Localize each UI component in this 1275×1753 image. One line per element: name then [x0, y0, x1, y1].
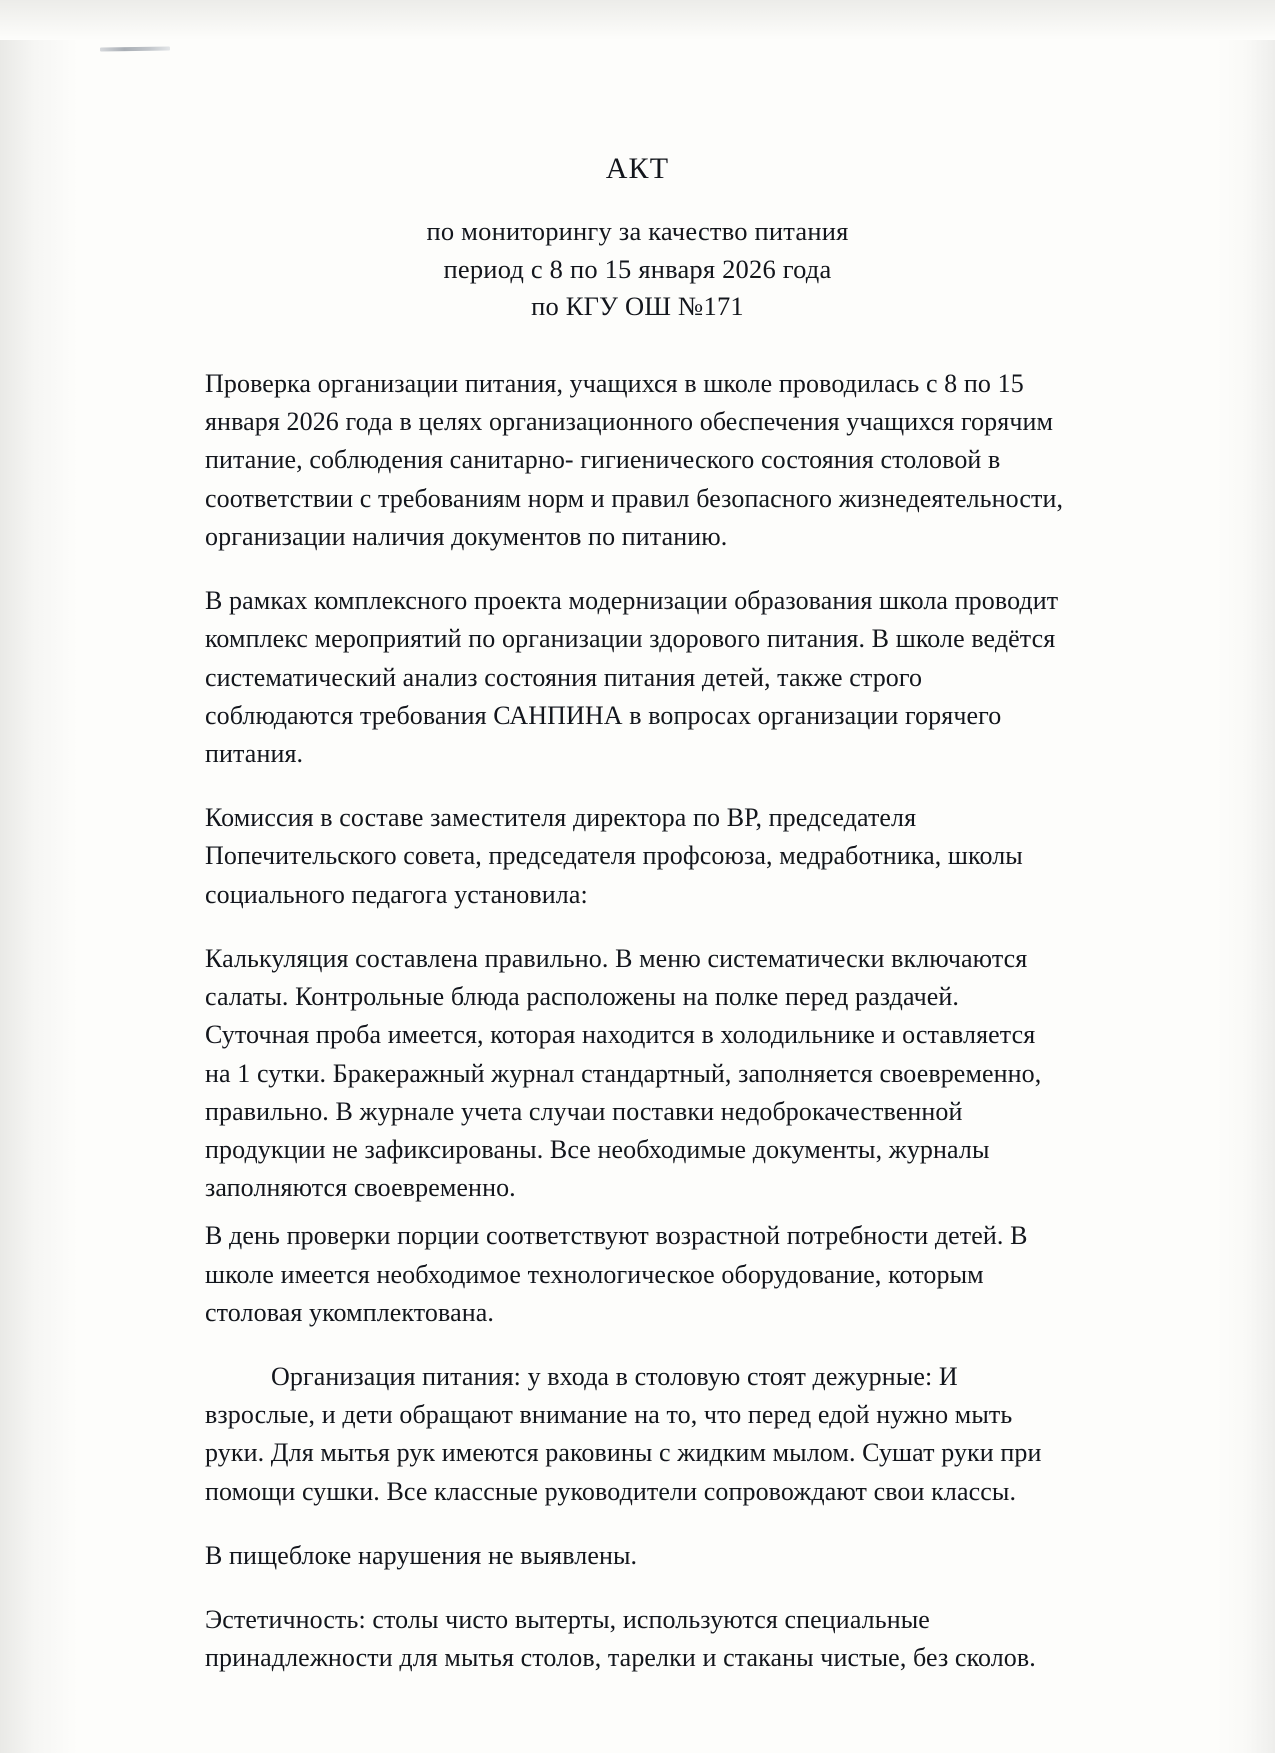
document-body — [205, 365, 1067, 1696]
body-paragraph-8: Эстетичность: столы чисто вытерты, используются специальные принадлежности для мытья столов, тарелки и стаканы чистые, без сколов. — [205, 1605, 1036, 1673]
title-block — [0, 152, 1275, 326]
body-paragraph-5: В день проверки порции соответствуют возрастной потребности детей. В школе имеется необходимое технологическое оборудование, которым столовая укомплектована. — [205, 1221, 1028, 1327]
body-paragraph-2: В рамках комплексного проекта модернизации образования школа проводит комплекс мероприятий по организации здорового питания. В школе ведётся систематический анализ состояния питания детей, также строго соблюдаются требования САНПИНА в вопросах организации горячего питания. — [205, 586, 1059, 768]
body-paragraph-4: Калькуляция составлена правильно. В меню систематически включаются салаты. Контрольные блюда расположены на полке перед раздачей. Суточная проба имеется, которая находится в холодильнике и оставляется на 1 сутки. Бракеражный журнал стандартный, заполняется своевременно, правильно. В журнале учета случаи поставки недоброкачественной продукции не зафиксированы. Все необходимые документы, журналы заполняются своевременно. — [205, 943, 1042, 1203]
body-paragraph-1: Проверка организации питания, учащихся в школе проводилась с 8 по 15 января 2026 года в целях организационного обеспечения учащихся горячим питание, соблюдения санитарно- гигиенического состояния столовой в соответствии с требованиям норм и правил безопасного жизнедеятельности, организации наличия документов по питанию. — [205, 369, 1064, 551]
body-paragraph-6: Организация питания: у входа в столовую стоят дежурные: И взрослые, и дети обращают внимание на то, что перед едой нужно мыть руки. Для мытья рук имеются раковины с жидким мылом. Сушат руки при помощи сушки. Все классные руководители сопровождают свои классы. — [205, 1362, 1042, 1506]
body-paragraph-3: Комиссия в составе заместителя директора по ВР, председателя Попечительского совета, председателя профсоюза, медработника, школы социального педагога установила: — [205, 803, 1023, 909]
document-subtitle-line-2: период с 8 по 15 января 2026 года — [443, 253, 832, 284]
body-paragraph-7: В пищеблоке нарушения не выявлены. — [205, 1540, 638, 1570]
document-title: АКТ — [605, 152, 670, 185]
document-subtitle-line-1: по мониторингу за качество питания — [426, 216, 849, 246]
document-subtitle-line-3: по КГУ ОШ №171 — [531, 291, 744, 322]
